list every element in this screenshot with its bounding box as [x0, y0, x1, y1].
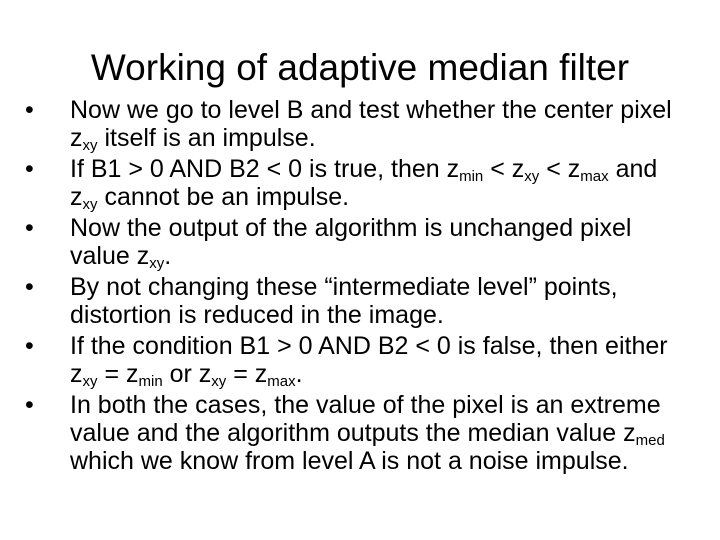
- bullet-list: [0, 96, 720, 478]
- bullet-dot: •: [25, 214, 34, 242]
- subscript: min: [138, 373, 163, 390]
- subscript: max: [267, 373, 296, 390]
- bullet-text: By not changing these “intermediate level” points, distortion is reduced in the image.: [70, 273, 618, 329]
- bullet-dot: •: [25, 332, 34, 360]
- bullet-text: If B1 > 0 AND B2 < 0 is true, then $z_{min} < z_{xy} < z_{max}$ and $z_{xy}$ cannot be an impulse.: [70, 155, 658, 213]
- subscript: xy: [82, 137, 98, 154]
- bullet-dot: •: [25, 155, 34, 183]
- subscript: xy: [211, 373, 227, 390]
- bullet-text: Now the output of the algorithm is unchanged pixel value $z_{xy}$.: [70, 214, 632, 272]
- bullet-item: [0, 214, 720, 270]
- bullet-text: If the condition B1 > 0 AND B2 < 0 is false, then either $z_{xy} = z_{min}$ or $z_{xy} = z_{max}$.: [70, 332, 668, 390]
- bullet-item: [0, 332, 720, 388]
- subscript: max: [580, 168, 609, 185]
- bullet-item: [0, 96, 720, 152]
- subscript: xy: [149, 255, 165, 272]
- slide-title: Working of adaptive median filter: [90, 47, 630, 88]
- bullet-item: [0, 155, 720, 211]
- subscript: med: [635, 432, 665, 449]
- subscript: xy: [82, 196, 98, 213]
- bullet-dot: •: [25, 273, 34, 301]
- bullet-dot: •: [25, 391, 34, 419]
- bullet-item: [0, 391, 720, 475]
- bullet-dot: •: [25, 96, 34, 124]
- bullet-item: [0, 273, 720, 329]
- bullet-text: Now we go to level B and test whether the center pixel $z_{xy}$ itself is an impulse.: [70, 96, 672, 154]
- subscript: xy: [82, 373, 98, 390]
- subscript: min: [459, 168, 484, 185]
- bullet-text: In both the cases, the value of the pixel is an extreme value and the algorithm outputs the median value $z_{med}$ which we know from level A is not a noise impulse.: [70, 391, 665, 475]
- subscript: xy: [524, 168, 540, 185]
